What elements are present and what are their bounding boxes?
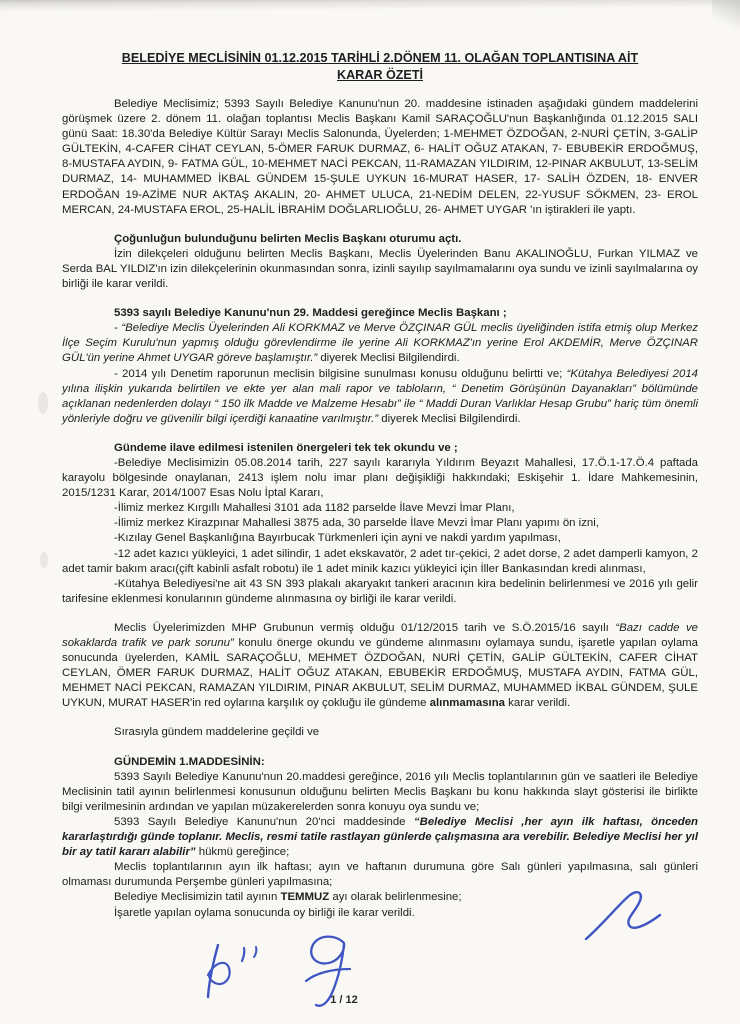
title-line-2: KARAR ÖZETİ [336,68,424,82]
paragraph-mhp-motion [62,621,698,712]
plain-text: diyerek Meclisi Bilgilendirdi. [378,412,521,425]
paragraph-item1-intro: 5393 Sayılı Belediye Kanunu'nun 20.maddesi gereğince, 2016 yılı Meclis toplantılarının gün ve saatleri ile Belediye Meclisinin tatil ayının belirlenmesi konusunun olduğunu belirten Meclis Başkanı bu konu hakkında slayt gösterisi ile birlikte bilgi verilmesinin ardından ve yapılan müzakerelerden sonra konuyu oya sundu ve; [62,770,698,813]
paragraph-resignation [62,321,698,366]
plain-text: Meclis Üyelerimizden MHP Grubunun vermiş olduğu 01/12/2015 tarih ve S.Ö.2015/16 sayılı [114,621,616,634]
quoted-text: “Bazı cadde ve sokaklarda trafik ve park sorunu” [62,621,699,649]
page-number: 1 / 12 [330,993,358,1006]
heading-quorum: Çoğunluğun bulunduğunu belirten Meclis Başkanı oturumu açtı. [114,232,462,245]
paragraph-leave-requests: İzin dilekçeleri olduğunu belirten Meclis Başkanı, Meclis Üyelerinden Banu AKALINOĞLU, Furkan YILMAZ ve Serda BAL YILDIZ'ın izin dilekçelerinin okunmasından sonra, izinli sayılıp sayılmamalarını oya sundu ve izinli sayılmalarına oy birliği ile karar verildi. [62,247,698,291]
motion-item: -Kütahya Belediyesi'ne ait 43 SN 393 plakalı akaryakıt tankeri aracının kira bedelinin belirlenmesi ve 2016 yılı gelir tarifesine eklenmesi konularının gündeme alınmasına oy birliği ile karar verildi. [62,577,698,605]
quoted-text: - “Belediye Meclis Üyelerinden Ali KORKMAZ ve Merve ÖZÇINAR GÜL meclis üyeliğinden istifa etmiş olup Merkez İlçe Seçim Kurulu'nun yapmış olduğu görevlendirme ile yerine Ali KORKMAZ'ın yerine Erol AKDEMİR, Merve ÖZÇINAR GÜL'ün yerine Ahmet UYGAR göreve başlamıştır.” [62,322,698,365]
plain-text: 5393 Sayılı Belediye Kanunu'nun 20'nci maddesinde [114,815,414,828]
emphasized-text: TEMMUZ [280,891,330,904]
heading-agenda-item-1: GÜNDEMİN 1.MADDESİNİN: [114,755,265,768]
paragraph-item1-vote-result: İşaretle yapılan oylama sonucunda oy birliği ile karar verildi. [114,906,415,919]
motion-item: -Belediye Meclisimizin 05.08.2014 tarih, 227 sayılı kararıyla Yıldırım Beyazıt Mahallesi, 17.Ö.1-17.Ö.4 paftada karayolu bölgesinde onaylanan, 2413 işlem nolu imar planı değişikliği hakkındaki; Eskişehir 1. İdare Mahkemesinin, 2015/1231 Karar, 2014/1007 Esas Nolu İptal Kararı, [62,456,698,500]
paragraph-transition: Sırasıyla gündem maddelerine geçildi ve [114,726,320,739]
heading-law-article-29: 5393 sayılı Belediye Kanunu'nun 29. Maddesi gereğince Meclis Başkanı ; [114,307,507,320]
title-line-1: BELEDİYE MECLİSİNİN 01.12.2015 TARİHLİ 2.DÖNEM 11. OLAĞAN TOPLANTISINA AİT [121,51,639,65]
signature-ink-right-icon [582,887,666,951]
plain-text: hükmü gereğince; [195,846,290,859]
page-footer [62,921,698,1024]
plain-text: konulu önerge okundu ve gündeme alınmasını oylamaya sundu, işaretle yapılan oylama sonucunda üyelerden, KAMİL SARAÇOĞLU, MEHMET ÖZDOĞAN, NURİ ÇETİN, GALİP GÜLTEKİN, CAFER CİHAT CEYLAN, ÖMER FARUK DURMAZ, HALİT OĞUZ ATAKAN, EBUBEKİR ERDOĞMUŞ, MUSTAFA AYDIN, FATMA GÜL, MEHMET NACİ PEKCAN, RAMAZAN YILDIRIM, PINAR AKBULUT, SELİM DURMAZ, MUHAMMED İKBAL GÜNDEM, ŞULE UYKUN, MURAT HASER'in red oylarına karşılık oy çokluğu ile gündeme [62,637,698,710]
heading-agenda-motions: Gündeme ilave edilmesi istenilen önergeleri tek tek okundu ve ; [114,441,458,454]
document-title [62,50,698,84]
motion-item: -Kızılay Genel Başkanlığına Bayırbucak Türkmenleri için ayni ve nakdi yardım yapılması, [114,532,561,545]
plain-text: karar verildi. [505,697,571,710]
quoted-law-text: “Belediye Meclisi ,her ayın ilk haftası, önceden kararlaştırdığı günde toplanır. Meclis, resmi tatile rastlayan günlerde çalışmasına ara verebilir. Belediye Meclisi her yıl bir ay tatil kararı alabilir” [62,815,698,859]
paragraph-item1-law-quote [62,815,698,860]
emphasized-text: alınmamasına [429,697,506,710]
motion-item: -İlimiz merkez Kirazpınar Mahallesi 3875 ada, 30 parselde İlave Mevzi İmar Planı yapımı ön izni, [114,517,599,530]
motion-item: -12 adet kazıcı yükleyici, 1 adet silindir, 1 adet ekskavatör, 2 adet tır-çekici, 2 adet dorse, 2 adet damperli kamyon, 2 adet tamir bakım aracı(çift kabinli asfalt robotu) ile 1 adet minik kazıcı yükleyici için İller Bankasından kredi alınması, [62,547,698,575]
quoted-text: “Kütahya Belediyesi 2014 yılına ilişkin yukarıda belirtilen ve ekte yer alan mali rapor ve tabloların, “ Denetim Görüşünün Dayanakları” bölümünde açıklanan nedenlerden dolayı “ 150 ilk Madde ve Malzeme Hesabı” ile “ Maddi Duran Varlıklar Hesap Grubu” hariç tüm önemli yönleriyle doğru ve güvenilir bilgi içerdiği kanaatine varılmıştır.” [62,367,698,425]
paragraph-audit-report [62,367,698,427]
plain-text: diyerek Meclisi Bilgilendirdi. [317,352,460,365]
paragraph-opening: Belediye Meclisimiz; 5393 Sayılı Belediye Kanunu'nun 20. maddesine istinaden aşağıdaki gündem maddelerini görüşmek üzere 2. dönem 11. olağan toplantısı Meclis Başkanı Kamil SARAÇOĞLU'nun Başkanlığında 01.12.2015 SALI günü Saat: 18.30'da Belediye Kültür Sarayı Meclis Salonunda, Üyelerden; 1-MEHMET ÖZDOĞAN, 2-NURİ ÇETİN, 3-GALİP GÜLTEKİN, 4-CAFER CİHAT CEYLAN, 5-ÖMER FARUK DURMAZ, 6- HALİT OĞUZ ATAKAN, 7- EBUBEKİR ERDOĞMUŞ, 8-MUSTAFA AYDIN, 9- FATMA GÜL, 10-MEHMET NACİ PEKCAN, 11-RAMAZAN YILDIRIM, 12-PINAR AKBULUT, 13-SELİM DURMAZ, 14- MUHAMMED İKBAL GÜNDEM 15-ŞULE UYKUN 16-MURAT HASER, 17- SALİH ÖZDEN, 18- ENVER ERDOĞAN 19-AZİME NUR AKTAŞ AKALIN, 20- AHMET ULUCA, 21-NEDİM DELEN, 22-YUSUF SÖKMEN, 23- EROL MERCAN, 24-MUSTAFA EROL, 25-HALİL İBRAHİM DOĞLARLIOĞLU, 26- AHMET UYGAR 'ın iştirakleri ile yaptı. [62,98,698,216]
plain-text: ayı olarak belirlenmesine; [329,891,462,904]
plain-text: Belediye Meclisimizin tatil ayının [114,891,281,904]
paragraph-item1-meeting-days: Meclis toplantılarının ayın ilk haftası; ayın ve haftanın durumuna göre Salı günleri yapılmasına, salı günleri olmaması durumunda Perşembe günleri yapılmasına; [62,861,698,889]
motion-item: -İlimiz merkez Kırgıllı Mahallesi 3101 ada 1182 parselde İlave Mevzi İmar Planı, [114,502,515,515]
plain-text: - 2014 yılı Denetim raporunun meclisin bilgisine sunulması konusu olduğunu belirtti ve; [114,367,567,380]
